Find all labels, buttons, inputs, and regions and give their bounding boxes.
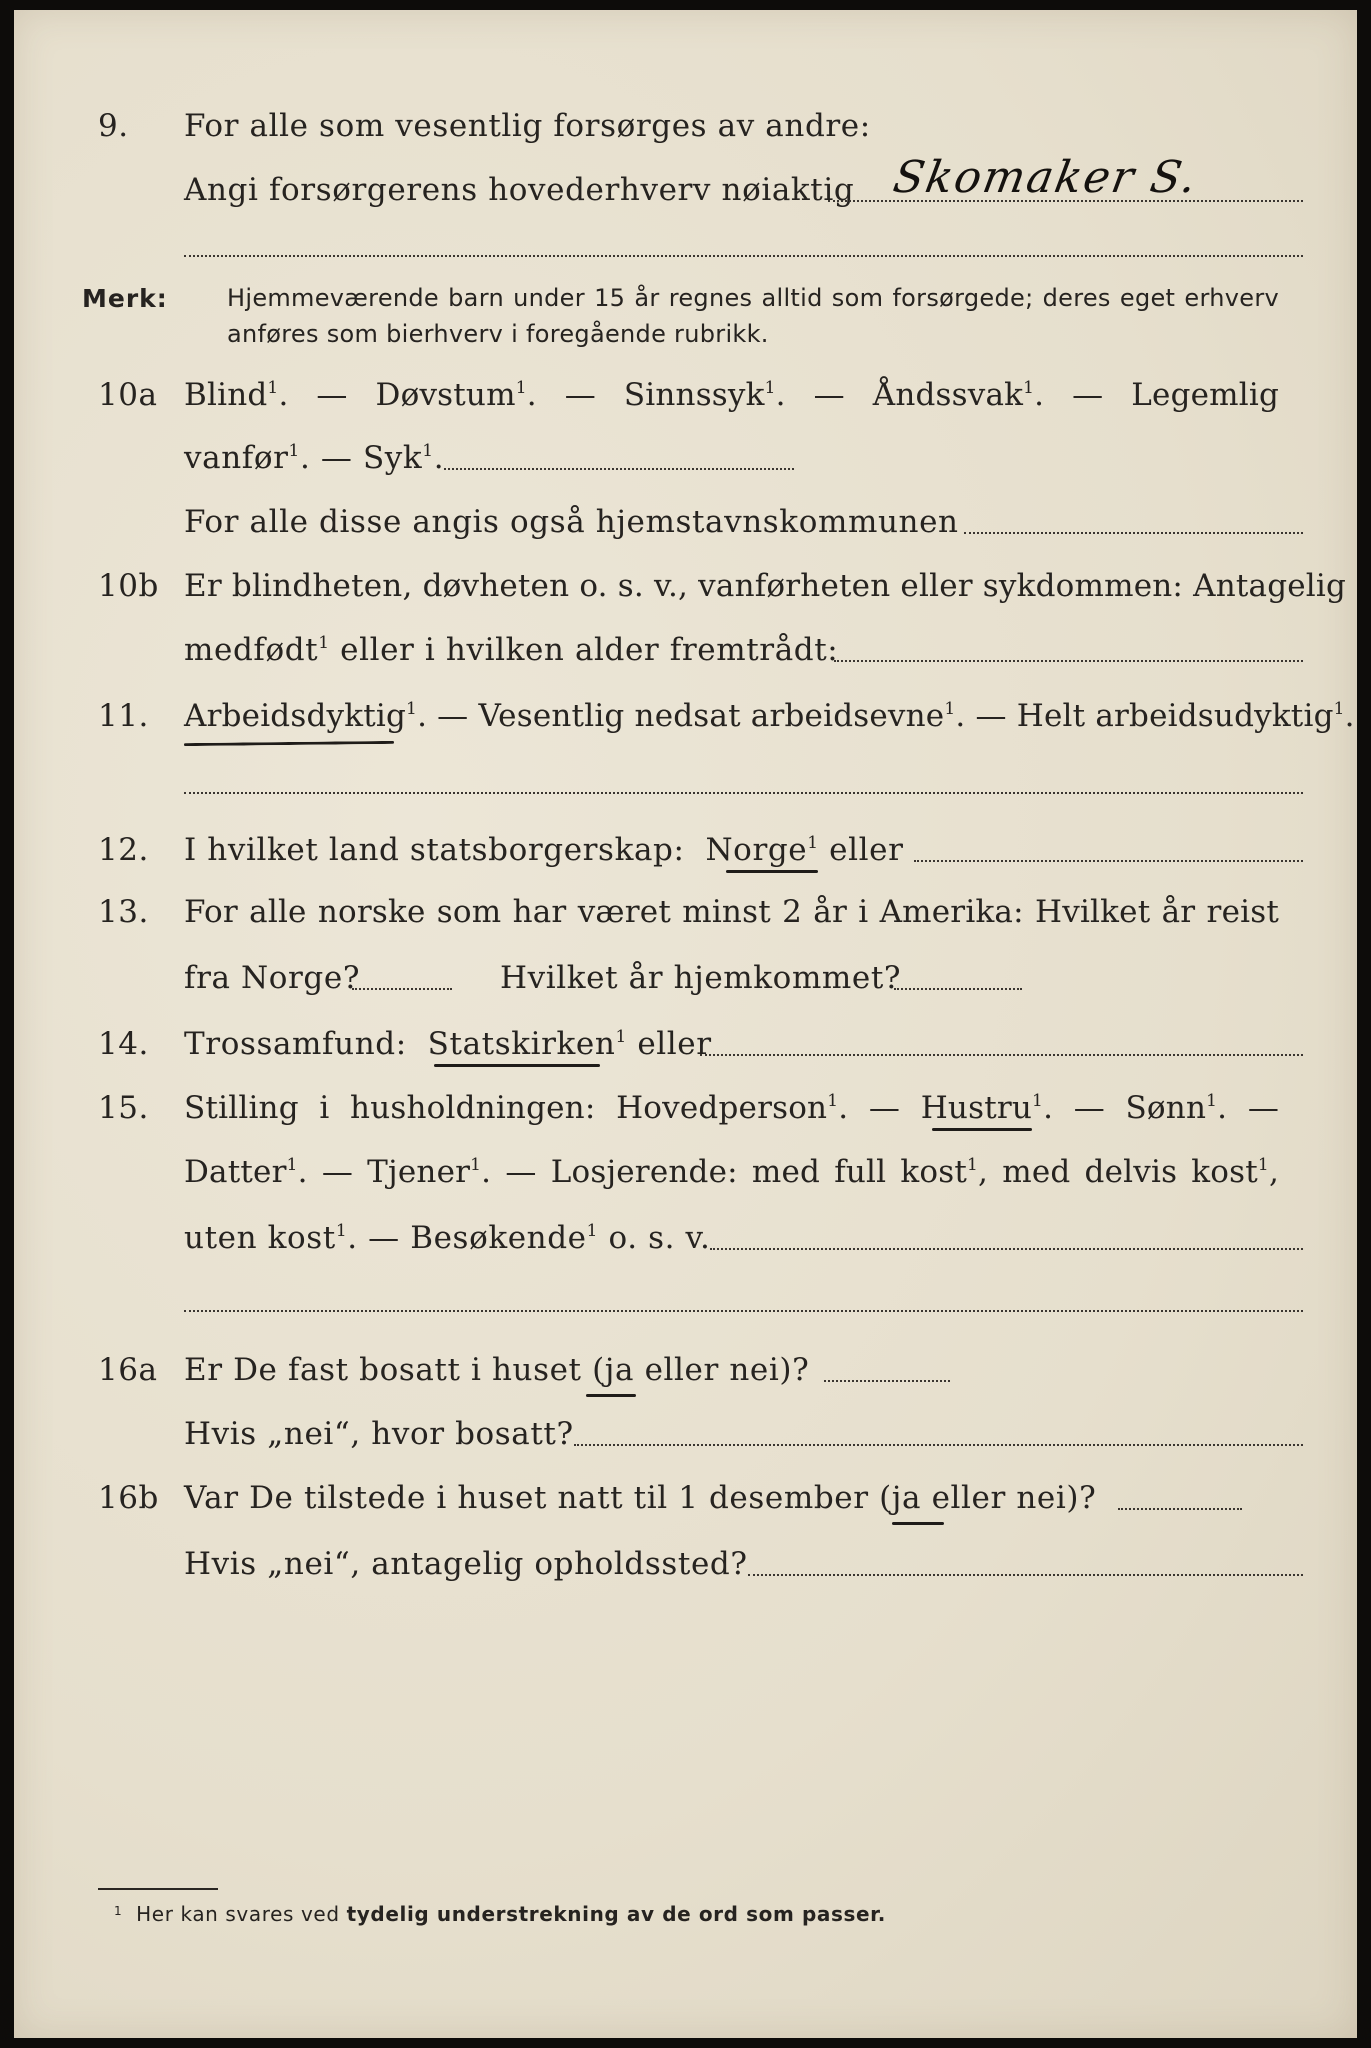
option-hovedperson: Hovedperson <box>616 1090 828 1126</box>
q13-line2a: fra Norge? <box>184 960 361 996</box>
q16b-number: 16b <box>98 1480 159 1516</box>
option-delvis-kost: med delvis kost <box>1002 1154 1258 1190</box>
q14-line: Trossamfund: Statskirken$^1$ eller <box>184 1026 712 1062</box>
q13-answer-line2 <box>894 988 1022 990</box>
option-hustru: Hustru <box>920 1090 1033 1126</box>
option-uten-kost: uten kost <box>184 1220 336 1256</box>
q16b-handwritten-underline <box>892 1522 944 1525</box>
option-blind: Blind <box>184 377 268 413</box>
option-ja: (ja <box>879 1480 922 1516</box>
q15-answer-line <box>710 1248 1303 1250</box>
q13-line1: For alle norske som har været minst 2 år i Amerika: Hvilket år reist <box>184 894 1279 930</box>
q16b-line1: Var De tilstede i huset natt til 1 desember (ja eller nei)? <box>184 1480 1097 1516</box>
footnote-rule <box>98 1888 218 1890</box>
q14-handwritten-underline <box>434 1064 600 1067</box>
option-sonn: Sønn <box>1125 1090 1207 1126</box>
census-form-page <box>14 10 1357 2038</box>
q10b-line2: medfødt$^1$ eller i hvilken alder fremtrådt: <box>184 632 839 668</box>
option-statskirken: Statskirken <box>427 1026 616 1062</box>
q13-line2b: Hvilket år hjemkommet? <box>500 960 902 996</box>
q10b-answer-line <box>834 660 1303 662</box>
option-vesentlig-nedsat: Vesentlig nedsat arbeidsevne <box>478 698 945 734</box>
option-norge: Norge <box>705 832 808 868</box>
q12-answer-line <box>914 860 1303 862</box>
q13-answer-line1 <box>352 988 452 990</box>
option-andssvak: Åndssvak <box>872 377 1024 413</box>
q15-line2: Datter$^1$. — Tjener$^1$. — Losjerende: med full kost$^1$, med delvis kost$^1$, <box>184 1154 1280 1190</box>
q16b-answer-line2 <box>748 1574 1303 1576</box>
option-arbeidsdyktig: Arbeidsdyktig <box>184 698 407 734</box>
q14-number: 14. <box>98 1026 149 1062</box>
option-tjener: Tjener <box>367 1154 471 1190</box>
merk-label: Merk: <box>82 284 168 313</box>
option-sinnssyk: Sinnssyk <box>623 377 765 413</box>
option-full-kost: med full kost <box>751 1154 968 1190</box>
q12-handwritten-underline <box>726 870 818 873</box>
q10a-line2: vanfør$^1$. — Syk$^1$. <box>184 440 445 476</box>
q9-extra-line <box>184 255 1303 257</box>
merk-text-line2: anføres som bierhverv i foregående rubrikk. <box>227 320 769 348</box>
q16a-handwritten-underline <box>586 1394 636 1397</box>
q10a-line1: Blind$^1$. — Døvstum$^1$. — Sinnssyk$^1$. — Åndssvak$^1$. — Legemlig <box>184 377 1280 413</box>
q16a-answer-line2 <box>574 1444 1303 1446</box>
q12-number: 12. <box>98 832 149 868</box>
footnote: $^1$ Her kan svares ved tydelig understrekning av de ord som passer. <box>114 1902 886 1926</box>
q11-number: 11. <box>98 698 149 734</box>
q11-extra-line <box>184 792 1303 794</box>
q16a-answer-line1 <box>824 1380 950 1382</box>
q15-line1: Stilling i husholdningen: Hovedperson$^1$. — Hustru$^1$. — Sønn$^1$. — <box>184 1090 1280 1126</box>
option-dovstum: Døvstum <box>375 377 516 413</box>
q9-handwritten-answer: Skomaker S. <box>889 152 1203 203</box>
q12-line: I hvilket land statsborgerskap: Norge$^1$ eller <box>184 832 904 868</box>
q9-number: 9. <box>98 108 129 144</box>
merk-text-line1: Hjemmeværende barn under 15 år regnes alltid som forsørgede; deres eget erhverv <box>227 284 1279 312</box>
q13-number: 13. <box>98 894 149 930</box>
q16a-number: 16a <box>98 1352 158 1388</box>
q15-line3: uten kost$^1$. — Besøkende$^1$ o. s. v. <box>184 1220 711 1256</box>
q16a-line2: Hvis „nei“, hvor bosatt? <box>184 1416 574 1452</box>
q9-subquestion: Angi forsørgerens hovederhverv nøiaktig <box>184 172 855 208</box>
q11-line: Arbeidsdyktig$^1$. — Vesentlig nedsat arbeidsevne$^1$. — Helt arbeidsudyktig$^1$. <box>184 698 1355 734</box>
option-legemlig: Legemlig <box>1131 377 1280 413</box>
q16b-line2: Hvis „nei“, antagelig opholdssted? <box>184 1546 748 1582</box>
option-datter: Datter <box>184 1154 287 1190</box>
option-ja: (ja <box>592 1352 635 1388</box>
q10b-number: 10b <box>98 568 159 604</box>
option-besokende: Besøkende <box>410 1220 587 1256</box>
q11-handwritten-underline <box>184 741 394 746</box>
q16b-answer-line1 <box>1118 1508 1242 1510</box>
option-helt-arbeidsudyktig: Helt arbeidsudyktig <box>1016 698 1334 734</box>
q10a-number: 10a <box>98 377 158 413</box>
q14-answer-line <box>700 1054 1303 1056</box>
q16a-line1: Er De fast bosatt i huset (ja eller nei)? <box>184 1352 810 1388</box>
q10a-answer-line2 <box>964 532 1303 534</box>
q10b-line1: Er blindheten, døvheten o. s. v., vanførheten eller sykdommen: Antagelig <box>184 568 1347 604</box>
q15-number: 15. <box>98 1090 149 1126</box>
q10a-answer-line1 <box>444 468 794 470</box>
q9-question: For alle som vesentlig forsørges av andre: <box>184 108 871 144</box>
q15-handwritten-underline <box>932 1128 1032 1131</box>
q15-extra-line <box>184 1310 1303 1312</box>
q10a-line3: For alle disse angis også hjemstavnskommunen <box>184 504 959 540</box>
